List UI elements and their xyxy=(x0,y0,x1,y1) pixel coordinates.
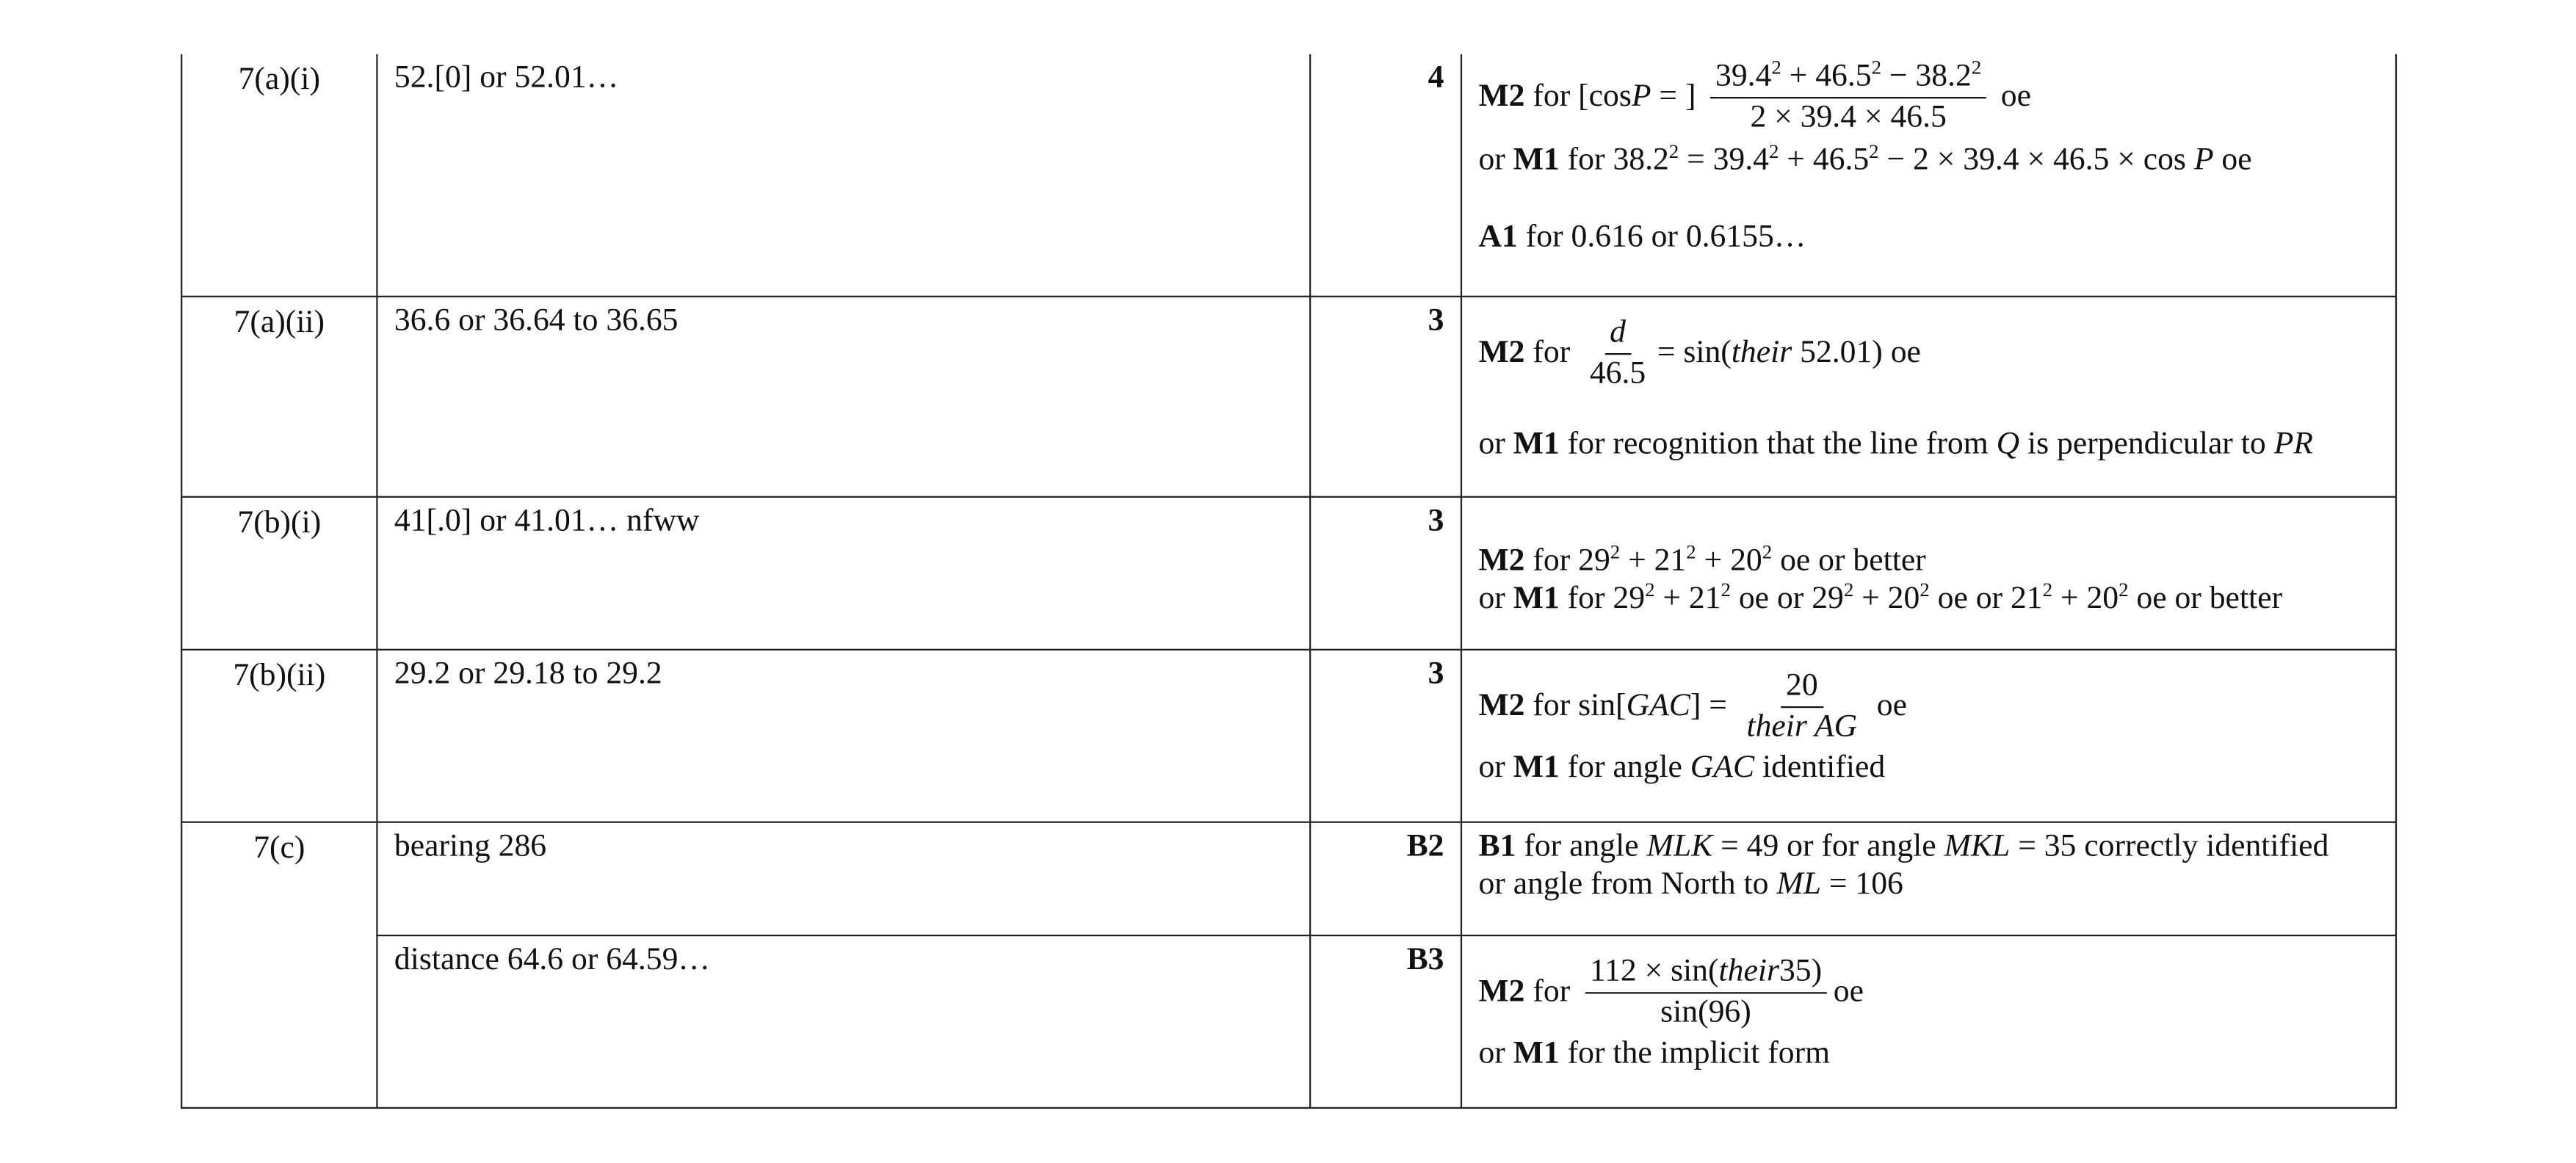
text: + 21 xyxy=(1654,581,1721,616)
fraction xyxy=(1742,667,1862,746)
variable: ML xyxy=(1776,866,1821,902)
exponent: 2 xyxy=(1843,578,1854,601)
numerator xyxy=(1710,56,1986,100)
mark-code: M2 xyxy=(1478,688,1525,723)
text: + 21 xyxy=(1620,543,1687,578)
text: 39.4 xyxy=(1715,59,1772,94)
text: oe or 29 xyxy=(1730,581,1844,616)
text: for sin[ xyxy=(1533,688,1627,723)
table-row xyxy=(181,935,2396,1107)
text: = 35 correctly identified xyxy=(2010,828,2329,863)
fraction xyxy=(1585,954,1827,1032)
exponent: 2 xyxy=(2119,578,2129,601)
text: oe or better xyxy=(2128,581,2283,616)
exponent: 2 xyxy=(1721,578,1731,601)
mark-code: B1 xyxy=(1478,828,1516,863)
exponent: 2 xyxy=(1971,56,1982,79)
table-row xyxy=(181,296,2396,496)
text: oe xyxy=(1876,688,1907,723)
text: or angle from North to xyxy=(1478,866,1777,902)
question-cell: 7(a)(i) xyxy=(181,54,377,296)
guidance-line xyxy=(1478,750,2378,788)
exponent: 2 xyxy=(2042,578,2053,601)
text: for 0.616 or 0.6155… xyxy=(1525,220,1806,256)
variable: MKL xyxy=(1944,828,2011,863)
text: = sin( xyxy=(1657,335,1732,370)
guidance-cell xyxy=(1461,935,2396,1107)
answer-cell: 41[.0] or 41.01… nfww xyxy=(377,496,1310,649)
text: 112 × sin( xyxy=(1589,953,1719,988)
denominator: 46.5 xyxy=(1589,356,1646,391)
guidance-line xyxy=(1478,827,2378,865)
exponent: 2 xyxy=(1871,56,1882,79)
exponent: 2 xyxy=(1668,139,1679,163)
text: = 39.4 xyxy=(1679,142,1769,178)
mark-code: M1 xyxy=(1513,1037,1560,1072)
guidance-cell xyxy=(1461,54,2396,296)
text: + 20 xyxy=(1696,543,1762,578)
exponent: 2 xyxy=(1771,56,1781,79)
question-cell: 7(c) xyxy=(181,822,377,1107)
text: for xyxy=(1567,142,1613,178)
guidance-line xyxy=(1478,314,2378,393)
variable: MLK xyxy=(1646,828,1713,863)
guidance-line xyxy=(1478,426,2378,464)
exponent: 2 xyxy=(1610,539,1621,563)
guidance-line xyxy=(1478,1035,2378,1073)
text: identified xyxy=(1754,751,1886,786)
exponent: 2 xyxy=(1762,539,1773,563)
guidance-line xyxy=(1478,866,2378,904)
question-cell: 7(a)(ii) xyxy=(181,296,377,496)
mark-code: M2 xyxy=(1478,543,1525,578)
numerator xyxy=(1585,954,1827,994)
text: is perpendicular to xyxy=(2019,427,2274,463)
variable: P xyxy=(1631,79,1651,115)
text: or xyxy=(1478,142,1505,178)
text: for [cos xyxy=(1533,79,1632,115)
text: ] = xyxy=(1690,688,1727,723)
mark-scheme-table xyxy=(181,54,2397,1108)
fraction xyxy=(1585,314,1651,393)
variable: P xyxy=(2193,142,2214,178)
mark-code: M2 xyxy=(1478,335,1525,370)
text: or xyxy=(1478,581,1505,616)
mark-code: M2 xyxy=(1478,79,1525,115)
answer-cell: 29.2 or 29.18 to 29.2 xyxy=(377,649,1310,822)
denominator: 2 × 39.4 × 46.5 xyxy=(1750,101,1947,136)
guidance-line xyxy=(1478,56,2378,138)
guidance-cell xyxy=(1461,496,2396,649)
guidance-line xyxy=(1478,541,2378,579)
fraction xyxy=(1710,56,1986,138)
numerator: d xyxy=(1604,314,1630,355)
guidance-line xyxy=(1478,219,2378,257)
text: or xyxy=(1478,427,1505,463)
text: oe or 21 xyxy=(1929,581,2043,616)
mark-code: M2 xyxy=(1478,974,1525,1009)
text: for recognition that the line from xyxy=(1567,427,1997,463)
text: + 20 xyxy=(2052,581,2119,616)
text: − 38.2 xyxy=(1881,59,1972,94)
marks-cell: 4 xyxy=(1310,54,1461,296)
table-row xyxy=(181,54,2396,296)
text: 35) xyxy=(1779,953,1823,988)
table-row xyxy=(181,496,2396,649)
numerator: 20 xyxy=(1781,667,1823,708)
text: oe or better xyxy=(1772,543,1926,578)
variable: their xyxy=(1731,335,1792,370)
text: + 46.5 xyxy=(1779,142,1870,178)
question-cell: 7(b)(i) xyxy=(181,496,377,649)
text: − 2 × 39.4 × 46.5 × cos xyxy=(1878,142,2194,178)
answer-cell: 52.[0] or 52.01… xyxy=(377,54,1310,296)
variable: GAC xyxy=(1690,751,1755,786)
mark-code: M1 xyxy=(1513,581,1560,616)
exponent: 2 xyxy=(1768,139,1779,163)
marks-cell: 3 xyxy=(1310,496,1461,649)
marks-cell: 3 xyxy=(1310,649,1461,822)
text: = ] xyxy=(1651,79,1696,115)
mark-code: M1 xyxy=(1513,142,1560,178)
variable: Q xyxy=(1996,427,2020,463)
guidance-cell xyxy=(1461,296,2396,496)
marks-cell: B3 xyxy=(1310,935,1461,1107)
guidance-line xyxy=(1478,667,2378,746)
guidance-line xyxy=(1478,954,2378,1032)
text: 38.2 xyxy=(1613,142,1669,178)
answer-cell: distance 64.6 or 64.59… xyxy=(377,935,1310,1107)
exponent: 2 xyxy=(1920,578,1930,601)
text: for angle xyxy=(1524,828,1647,863)
variable: PR xyxy=(2273,427,2313,463)
text: for xyxy=(1533,974,1571,1009)
guidance-line xyxy=(1478,141,2378,179)
text: for 29 xyxy=(1567,581,1646,616)
text: for xyxy=(1533,335,1571,370)
variable: their xyxy=(1718,953,1779,988)
mark-code: A1 xyxy=(1478,220,1518,256)
denominator: their AG xyxy=(1746,709,1858,744)
text: or xyxy=(1478,751,1505,786)
guidance-cell xyxy=(1461,649,2396,822)
mark-code: M1 xyxy=(1513,427,1560,463)
text: = 49 or for angle xyxy=(1712,828,1944,863)
table-row xyxy=(181,822,2396,935)
marks-cell: B2 xyxy=(1310,822,1461,935)
marks-cell: 3 xyxy=(1310,296,1461,496)
text: for 29 xyxy=(1533,543,1610,578)
denominator: sin(96) xyxy=(1660,995,1751,1030)
text: 52.01) oe xyxy=(1792,335,1921,370)
answer-cell: bearing 286 xyxy=(377,822,1310,935)
text: oe xyxy=(2213,142,2252,178)
text: for the implicit form xyxy=(1567,1037,1831,1072)
text: oe xyxy=(2000,79,2031,115)
variable: GAC xyxy=(1626,688,1690,723)
guidance-cell xyxy=(1461,822,2396,935)
text: or xyxy=(1478,1037,1505,1072)
table-row xyxy=(181,649,2396,822)
text: = 106 xyxy=(1820,866,1903,902)
exponent: 2 xyxy=(1645,578,1655,601)
text: oe xyxy=(1833,974,1864,1009)
text: for angle xyxy=(1567,751,1690,786)
text: + 46.5 xyxy=(1781,59,1872,94)
answer-cell: 36.6 or 36.64 to 36.65 xyxy=(377,296,1310,496)
exponent: 2 xyxy=(1869,139,1879,163)
question-cell: 7(b)(ii) xyxy=(181,649,377,822)
mark-code: M1 xyxy=(1513,751,1560,786)
text: + 20 xyxy=(1853,581,1920,616)
exponent: 2 xyxy=(1686,539,1696,563)
guidance-line xyxy=(1478,579,2378,617)
